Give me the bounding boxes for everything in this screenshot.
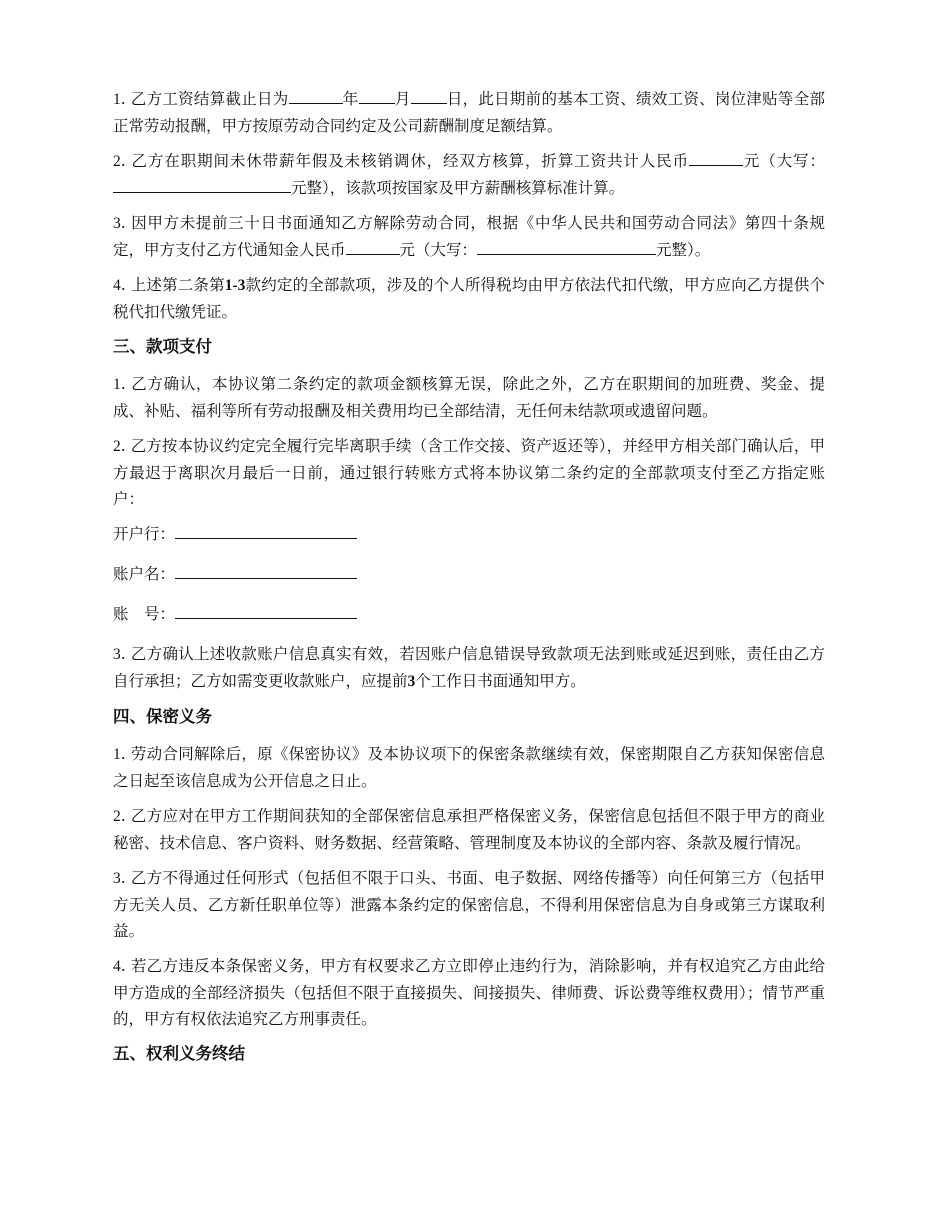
year-blank[interactable] — [289, 86, 343, 104]
clause-text: . 乙方应对在甲方工作期间获知的全部保密信息承担严格保密义务，保密信息包括但不限于甲方的商业秘密、技术信息、客户资料、财务数据、经营策略、管理制度及本协议的全部内容、条款及履行情况。 — [113, 807, 825, 852]
clause-text: 元整），该款项按国家及甲方薪酬核算标准计算。 — [291, 179, 625, 197]
account-number-blank[interactable] — [175, 601, 357, 619]
clause-4-2 — [113, 803, 825, 856]
account-number-field — [113, 601, 825, 627]
clause-text: . 乙方在职期间未休带薪年假及未核销调休，经双方核算，折算工资共计人民币 — [120, 152, 689, 170]
clause-2-1 — [113, 86, 825, 139]
clause-number: 3 — [113, 870, 121, 887]
clause-4-3 — [113, 865, 825, 944]
notice-pay-words-blank[interactable] — [477, 237, 632, 255]
clause-number: 3 — [113, 215, 121, 232]
clause-3-3 — [113, 641, 825, 695]
clause-2-3 — [113, 210, 825, 263]
bank-field — [113, 521, 825, 547]
clause-text: . 乙方确认上述收款账户信息真实有效，若因账户信息错误导致款项无法到账或延迟到账，责任由乙方自行承担；乙方如需变更收款账户，应提前 — [113, 645, 825, 690]
agreement-page — [113, 86, 825, 1078]
clause-2-2 — [113, 148, 825, 201]
clause-2-4 — [113, 272, 825, 325]
clause-text: . 乙方工资结算截止日为 — [120, 90, 289, 108]
clause-number: 1 — [113, 376, 121, 393]
clause-text: . 若乙方违反本条保密义务，甲方有权要求乙方立即停止违约行为，消除影响，并有权追究乙方由此给甲方造成的全部经济损失（包括但不限于直接损失、间接损失、律师费、诉讼费等维权费用）；情节严重的，甲方有权依法追究乙方刑事责任。 — [113, 957, 825, 1028]
clause-text: 日，此日期前的基本工资、绩效工资、岗位津贴等全部正常劳动报酬，甲方按原劳动合同约定及公司薪酬制度足额结算。 — [113, 90, 825, 135]
clause-4-4 — [113, 953, 825, 1032]
clause-text: 元（大写： — [399, 241, 478, 259]
account-name-field — [113, 561, 825, 587]
clause-number: 2 — [113, 438, 121, 455]
clause-text: . 因甲方未提前三十日书面通知乙方解除劳动合同，根据《中华人民共和国劳动合同法》第四十条规定，甲方支付乙方代通知金人民币 — [113, 214, 825, 259]
day-blank[interactable] — [411, 86, 447, 104]
clause-text: 元（大写： — [743, 152, 825, 170]
bank-blank[interactable] — [175, 521, 357, 539]
clause-number: 2 — [113, 153, 121, 170]
clause-number: 1 — [113, 746, 121, 763]
section-heading-payment: 三、款项支付 — [113, 337, 212, 356]
year-label: 年 — [342, 90, 359, 108]
clause-number: 4 — [113, 958, 121, 975]
clause-text: 个工作日书面通知甲方。 — [415, 672, 586, 690]
clause-number: 3 — [113, 646, 121, 663]
clause-number: 2 — [113, 808, 121, 825]
amount-words-blank[interactable] — [113, 175, 291, 193]
account-name-blank[interactable] — [175, 561, 357, 579]
clause-text: . 乙方不得通过任何形式（包括但不限于口头、书面、电子数据、网络传播等）向任何第三方（包括甲方无关人员、乙方新任职单位等）泄露本条约定的保密信息，不得利用保密信息为自身或第三方谋取利益。 — [113, 869, 825, 940]
amount-blank[interactable] — [689, 148, 743, 166]
section-heading-termination: 五、权利义务终结 — [113, 1044, 245, 1063]
clause-4-1 — [113, 741, 825, 794]
clause-3-2 — [113, 433, 825, 512]
month-blank[interactable] — [359, 86, 395, 104]
bank-label: 开户行： — [113, 525, 176, 543]
days-count: 3 — [407, 673, 416, 690]
clause-3-1 — [113, 371, 825, 424]
clause-number: 1 — [113, 91, 121, 108]
clause-text: 元整）。 — [656, 241, 711, 259]
clause-text: . 乙方确认，本协议第二条约定的款项金额核算无误，除此之外，乙方在职期间的加班费、奖金、提成、补贴、福利等所有劳动报酬及相关费用均已全部结清，无任何未结款项或遗留问题。 — [113, 375, 825, 420]
clause-number: 4 — [113, 277, 121, 294]
clause-text: . 上述第二条第 — [120, 276, 225, 294]
account-number-label: 账 号： — [113, 605, 176, 623]
notice-pay-words-blank-cont[interactable] — [632, 237, 656, 255]
notice-pay-blank[interactable] — [346, 237, 400, 255]
account-name-label: 账户名： — [113, 565, 176, 583]
clause-text: . 乙方按本协议约定完全履行完毕离职手续（含工作交接、资产返还等），并经甲方相关部门确认后，甲方最迟于离职次月最后一日前，通过银行转账方式将本协议第二条约定的全部款项支付至乙方指定账户： — [113, 437, 825, 508]
section-heading-confidentiality: 四、保密义务 — [113, 707, 212, 726]
clause-reference: 1-3 — [224, 277, 246, 294]
month-label: 月 — [394, 90, 411, 108]
clause-text: . 劳动合同解除后，原《保密协议》及本协议项下的保密条款继续有效，保密期限自乙方获知保密信息之日起至该信息成为公开信息之日止。 — [113, 745, 825, 790]
clause-text: 款约定的全部款项，涉及的个人所得税均由甲方依法代扣代缴，甲方应向乙方提供个税代扣代缴凭证。 — [113, 276, 825, 321]
